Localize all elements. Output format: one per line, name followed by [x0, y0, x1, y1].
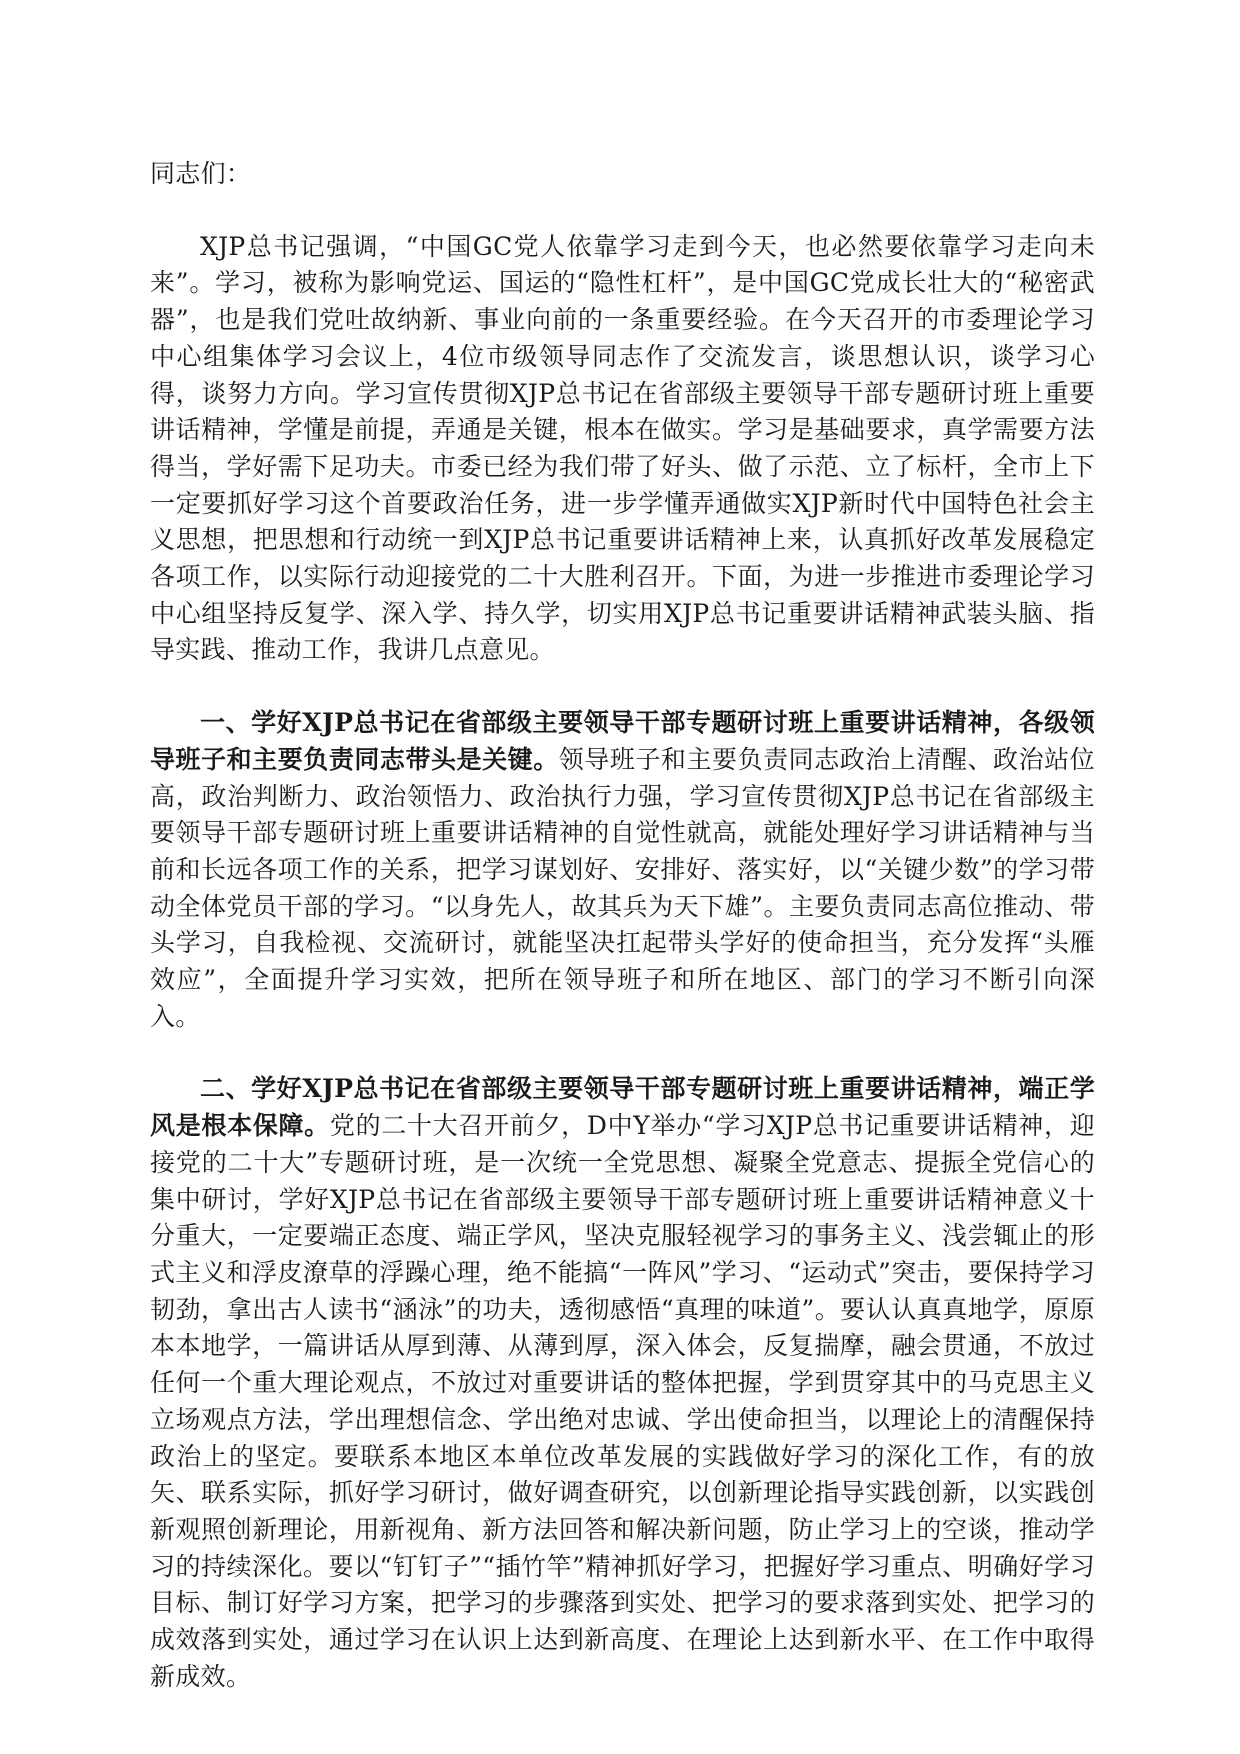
section-2-paragraph: [150, 1071, 1095, 1695]
intro-paragraph: XJP总书记强调，“中国GC党人依靠学习走到今天，也必然要依靠学习走向未来”。学习，被称为影响党运、国运的“隐性杠杆”，是中国GC党成长壮大的“秘密武器”，也是我们党吐故纳新、事业向前的一条重要经验。在今天召开的市委理论学习中心组集体学习会议上，4位市级领导同志作了交流发言，谈思想认识，谈学习心得，谈努力方向。学习宣传贯彻XJP总书记在省部级主要领导干部专题研讨班上重要讲话精神，学懂是前提，弄通是关键，根本在做实。学习是基础要求，真学需要方法得当，学好需下足功夫。市委已经为我们带了好头、做了示范、立了标杆，全市上下一定要抓好学习这个首要政治任务，进一步学懂弄通做实XJP新时代中国特色社会主义思想，把思想和行动统一到XJP总书记重要讲话精神上来，认真抓好改革发展稳定各项工作，以实际行动迎接党的二十大胜利召开。下面，为进一步推进市委理论学习中心组坚持反复学、深入学、持久学，切实用XJP总书记重要讲话精神武装头脑、指导实践、推动工作，我讲几点意见。: [150, 231, 1095, 665]
section-2-body: 党的二十大召开前夕，D中Y举办“学习XJP总书记重要讲话精神，迎接党的二十大”专题研讨班，是一次统一全党思想、凝聚全党意志、提振全党信心的集中研讨，学好XJP总书记在省部级主要领导干部专题研讨班上重要讲话精神意义十分重大，一定要端正态度、端正学风，坚决克服轻视学习的事务主义、浅尝辄止的形式主义和浮皮潦草的浮躁心理，绝不能搞“一阵风”学习、“运动式”突击，要保持学习韧劲，拿出古人读书“涵泳”的功夫，透彻感悟“真理的味道”。要认认真真地学，原原本本地学，一篇讲话从厚到薄、从薄到厚，深入体会，反复揣摩，融会贯通，不放过任何一个重大理论观点，不放过对重要讲话的整体把握，学到贯穿其中的马克思主义立场观点方法，学出理想信念、学出绝对忠诚、学出使命担当，以理论上的清醒保持政治上的坚定。要联系本地区本单位改革发展的实践做好学习的深化工作，有的放矢、联系实际，抓好学习研讨，做好调查研究，以创新理论指导实践创新，以实践创新观照创新理论，用新视角、新方法回答和解决新问题，防止学习上的空谈，推动学习的持续深化。要以“钉钉子”“插竹竿”精神抓好学习，把握好学习重点、明确好学习目标、制订好学习方案，把学习的步骤落到实处、把学习的要求落到实处、把学习的成效落到实处，通过学习在认识上达到新高度、在理论上达到新水平、在工作中取得新成效。: [150, 1111, 1095, 1691]
section-1-body: 领导班子和主要负责同志政治上清醒、政治站位高，政治判断力、政治领悟力、政治执行力强，学习宣传贯彻XJP总书记在省部级主要领导干部专题研讨班上重要讲话精神的自觉性就高，就能处理好学习讲话精神与当前和长远各项工作的关系，把学习谋划好、安排好、落实好，以“关键少数”的学习带动全体党员干部的学习。“以身先人，故其兵为天下雄”。主要负责同志高位推动、带头学习，自我检视、交流研讨，就能坚决扛起带头学好的使命担当，充分发挥“头雁效应”，全面提升学习实效，把所在领导班子和所在地区、部门的学习不断引向深入。: [150, 744, 1095, 1031]
section-2-heading: 二、学好XJP总书记在省部级主要领导干部专题研讨班上重要讲话精神，端正学风是根本保障。: [150, 1074, 1095, 1141]
salutation: 同志们：: [150, 159, 252, 188]
document-body: [150, 156, 1095, 1695]
section-1-paragraph: [150, 705, 1095, 1035]
section-1-heading: 一、学好XJP总书记在省部级主要领导干部专题研讨班上重要讲话精神，各级领导班子和主要负责同志带头是关键。: [150, 708, 1095, 774]
